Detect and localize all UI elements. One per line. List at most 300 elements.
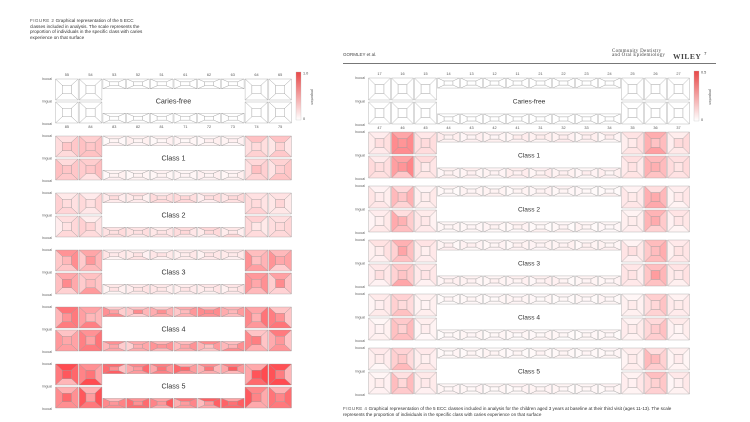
tooth-occlusal-surface [421,217,430,226]
tooth-occlusal-surface [605,135,614,139]
tooth-occlusal-surface [421,109,430,118]
tooth-occlusal-surface [375,271,384,280]
figure2-chart [42,72,314,412]
tooth-occlusal-surface [421,163,430,172]
tooth-occlusal-surface [276,222,285,230]
figure2-panel [42,305,291,354]
figure4-panel [355,184,689,235]
colorbar-min-label: 0 [701,118,704,122]
row-label-lingual: lingual [355,369,365,374]
colorbar-max-label: 0.5 [701,70,707,75]
tooth-occlusal-surface [628,379,637,388]
tooth-occlusal-surface [513,135,522,139]
figure4-caption-text: Graphical representation of the 5 ECC classes included in analysis for the children aged 3 years at baseline at their third visit (ages 11-13). The scale represents the proportion of individuals in the specific class with caries experience on that surface [343,406,672,417]
tooth-number-upper: 61 [183,73,188,77]
tooth-occlusal-surface [252,336,261,344]
tooth-occlusal-surface [181,230,190,234]
figure4-panel [355,346,689,397]
tooth-occlusal-surface [181,367,190,371]
tooth-occlusal-surface [110,253,119,257]
tooth-occlusal-surface [205,139,214,143]
figure4-panel [355,292,689,343]
tooth-occlusal-surface [133,230,142,234]
tooth-occlusal-surface [651,193,660,202]
tooth-occlusal-surface [559,225,568,229]
tooth-number-lower: 34 [607,126,612,131]
panel-class-label: Class 1 [518,152,540,160]
tooth-occlusal-surface [674,163,683,172]
tooth-occlusal-surface [181,287,190,291]
tooth-occlusal-surface [582,81,591,85]
tooth-number-upper: 17 [377,72,382,76]
tooth-occlusal-surface [252,279,261,287]
row-label-buccal: buccal [42,179,52,183]
tooth-occlusal-surface [582,333,591,337]
tooth-occlusal-surface [605,171,614,175]
tooth-occlusal-surface [157,253,166,257]
tooth-occlusal-surface [559,135,568,139]
tooth-number-upper: 54 [88,73,93,77]
tooth-number-lower: 84 [88,125,93,130]
tooth-occlusal-surface [252,165,261,173]
tooth-occlusal-surface [582,189,591,193]
tooth-occlusal-surface [467,333,476,337]
tooth-occlusal-surface [62,108,71,116]
tooth-occlusal-surface [444,333,453,337]
tooth-occlusal-surface [228,310,237,314]
tooth-occlusal-surface [62,336,71,344]
tooth-occlusal-surface [133,310,142,314]
tooth-occlusal-surface [228,82,237,86]
figure4-chart [355,71,712,398]
tooth-occlusal-surface [205,230,214,234]
row-label-lingual: lingual [42,99,52,104]
tooth-occlusal-surface [536,351,545,355]
tooth-occlusal-surface [559,117,568,121]
tooth-occlusal-surface [605,81,614,85]
row-label-lingual: lingual [42,156,52,161]
tooth-occlusal-surface [375,247,384,256]
tooth-occlusal-surface [559,171,568,175]
panel-class-label: Class 3 [518,260,540,268]
tooth-number-upper: 63 [230,73,235,77]
tooth-occlusal-surface [62,313,71,321]
tooth-number-upper: 51 [159,73,164,77]
tooth-occlusal-surface [252,85,261,93]
row-label-lingual: lingual [42,213,52,218]
tooth-occlusal-surface [467,279,476,283]
panel-class-label: Caries-free [512,98,546,106]
tooth-occlusal-surface [276,256,285,264]
tooth-occlusal-surface [513,279,522,283]
tooth-occlusal-surface [228,139,237,143]
tooth-occlusal-surface [490,81,499,85]
tooth-occlusal-surface [228,287,237,291]
tooth-occlusal-surface [252,142,261,150]
row-label-lingual: lingual [355,153,365,158]
tooth-occlusal-surface [582,351,591,355]
tooth-occlusal-surface [398,271,407,280]
tooth-number-upper: 65 [278,73,283,77]
tooth-number-upper: 14 [446,72,451,76]
row-label-buccal: buccal [42,407,52,411]
tooth-occlusal-surface [133,253,142,257]
tooth-occlusal-surface [276,336,285,344]
tooth-occlusal-surface [110,230,119,234]
colorbar [296,72,301,120]
page-number: 7 [704,51,707,56]
tooth-occlusal-surface [228,196,237,200]
tooth-occlusal-surface [228,344,237,348]
tooth-occlusal-surface [157,230,166,234]
tooth-occlusal-surface [133,139,142,143]
tooth-occlusal-surface [536,279,545,283]
journal-name: Community Dentistry and Oral Epidemiology [612,49,666,58]
tooth-occlusal-surface [375,325,384,334]
tooth-occlusal-surface [86,199,95,207]
tooth-occlusal-surface [444,189,453,193]
tooth-occlusal-surface [651,379,660,388]
tooth-occlusal-surface [467,189,476,193]
tooth-occlusal-surface [490,117,499,121]
tooth-occlusal-surface [605,243,614,247]
tooth-occlusal-surface [375,139,384,148]
tooth-occlusal-surface [110,196,119,200]
tooth-occlusal-surface [205,287,214,291]
tooth-occlusal-surface [421,301,430,310]
tooth-occlusal-surface [86,222,95,230]
row-label-buccal: buccal [355,393,365,397]
tooth-occlusal-surface [582,171,591,175]
tooth-occlusal-surface [582,117,591,121]
tooth-occlusal-surface [62,165,71,173]
tooth-number-lower: 41 [515,126,520,131]
tooth-occlusal-surface [398,355,407,364]
tooth-occlusal-surface [133,401,142,405]
tooth-occlusal-surface [490,351,499,355]
tooth-occlusal-surface [651,325,660,334]
tooth-number-upper: 64 [254,73,259,77]
tooth-occlusal-surface [605,297,614,301]
running-header-author: GORMLEY et al. [343,52,377,57]
tooth-occlusal-surface [421,355,430,364]
tooth-occlusal-surface [651,217,660,226]
figure4-panel [355,76,689,127]
tooth-occlusal-surface [628,109,637,118]
tooth-occlusal-surface [559,243,568,247]
panel-class-label: Class 2 [518,206,540,214]
tooth-occlusal-surface [513,387,522,391]
tooth-occlusal-surface [467,171,476,175]
tooth-occlusal-surface [674,109,683,118]
tooth-number-lower: 74 [254,125,259,130]
row-label-buccal: buccal [42,236,52,240]
tooth-occlusal-surface [444,351,453,355]
tooth-occlusal-surface [651,247,660,256]
tooth-occlusal-surface [398,217,407,226]
tooth-occlusal-surface [133,367,142,371]
tooth-occlusal-surface [157,173,166,177]
tooth-occlusal-surface [536,243,545,247]
tooth-occlusal-surface [398,85,407,94]
tooth-occlusal-surface [467,387,476,391]
tooth-occlusal-surface [375,379,384,388]
tooth-occlusal-surface [276,313,285,321]
tooth-occlusal-surface [157,344,166,348]
tooth-number-lower: 82 [135,125,141,130]
tooth-number-lower: 75 [278,125,283,130]
row-label-buccal: buccal [355,285,365,289]
tooth-occlusal-surface [490,135,499,139]
tooth-occlusal-surface [133,173,142,177]
tooth-occlusal-surface [674,301,683,310]
tooth-number-upper: 52 [135,73,141,77]
tooth-occlusal-surface [133,116,142,120]
tooth-occlusal-surface [490,297,499,301]
colorbar-title: proportion [310,89,314,105]
tooth-occlusal-surface [181,139,190,143]
tooth-occlusal-surface [110,116,119,120]
tooth-occlusal-surface [86,313,95,321]
panel-class-label: Class 5 [161,381,186,391]
tooth-occlusal-surface [228,253,237,257]
tooth-occlusal-surface [181,310,190,314]
tooth-number-lower: 45 [423,126,428,131]
tooth-occlusal-surface [444,171,453,175]
tooth-occlusal-surface [398,325,407,334]
tooth-number-lower: 46 [400,126,405,131]
tooth-occlusal-surface [205,253,214,257]
tooth-occlusal-surface [421,85,430,94]
tooth-occlusal-surface [467,225,476,229]
tooth-occlusal-surface [375,301,384,310]
tooth-occlusal-surface [467,243,476,247]
row-label-buccal: buccal [355,130,365,134]
tooth-number-lower: 47 [377,126,382,131]
tooth-occlusal-surface [276,279,285,287]
tooth-occlusal-surface [375,355,384,364]
tooth-occlusal-surface [205,82,214,86]
tooth-occlusal-surface [513,189,522,193]
tooth-number-lower: 85 [64,125,69,130]
figure2-panel [42,134,291,183]
tooth-occlusal-surface [490,225,499,229]
tooth-number-lower: 44 [446,126,451,131]
tooth-occlusal-surface [157,310,166,314]
row-label-buccal: buccal [355,231,365,235]
tooth-occlusal-surface [628,325,637,334]
row-label-lingual: lingual [42,270,52,275]
tooth-occlusal-surface [252,393,261,401]
panel-class-label: Class 5 [518,368,540,376]
row-label-buccal: buccal [355,339,365,343]
tooth-occlusal-surface [157,287,166,291]
row-label-buccal: buccal [355,76,365,80]
tooth-occlusal-surface [133,344,142,348]
tooth-occlusal-surface [421,193,430,202]
row-label-buccal: buccal [42,77,52,81]
tooth-number-lower: 72 [206,125,212,130]
tooth-occlusal-surface [605,189,614,193]
tooth-occlusal-surface [605,225,614,229]
tooth-occlusal-surface [674,271,683,280]
panel-class-label: Caries-free [155,96,192,106]
tooth-occlusal-surface [205,173,214,177]
row-label-lingual: lingual [42,384,52,389]
tooth-occlusal-surface [375,193,384,202]
tooth-occlusal-surface [628,163,637,172]
tooth-occlusal-surface [110,310,119,314]
tooth-occlusal-surface [375,109,384,118]
tooth-occlusal-surface [276,85,285,93]
tooth-occlusal-surface [157,401,166,405]
tooth-occlusal-surface [490,333,499,337]
tooth-occlusal-surface [398,247,407,256]
tooth-occlusal-surface [205,196,214,200]
tooth-number-lower: 83 [112,125,117,130]
tooth-number-upper: 62 [206,73,212,77]
tooth-occlusal-surface [444,225,453,229]
tooth-occlusal-surface [490,387,499,391]
tooth-occlusal-surface [444,135,453,139]
tooth-occlusal-surface [252,108,261,116]
row-label-buccal: buccal [42,305,52,309]
tooth-occlusal-surface [582,135,591,139]
publisher-logo: WILEY [673,52,702,61]
tooth-occlusal-surface [444,297,453,301]
tooth-occlusal-surface [651,139,660,148]
tooth-occlusal-surface [513,351,522,355]
tooth-number-upper: 21 [538,72,543,76]
tooth-occlusal-surface [86,370,95,378]
tooth-occlusal-surface [421,271,430,280]
tooth-occlusal-surface [421,139,430,148]
row-label-lingual: lingual [355,261,365,266]
tooth-number-upper: 22 [561,72,566,76]
tooth-occlusal-surface [86,279,95,287]
tooth-occlusal-surface [651,85,660,94]
tooth-number-lower: 33 [584,126,589,131]
tooth-occlusal-surface [86,393,95,401]
tooth-occlusal-surface [181,196,190,200]
row-label-buccal: buccal [355,123,365,127]
tooth-occlusal-surface [86,256,95,264]
tooth-occlusal-surface [62,393,71,401]
tooth-occlusal-surface [228,230,237,234]
tooth-occlusal-surface [559,81,568,85]
row-label-lingual: lingual [355,99,365,104]
tooth-occlusal-surface [62,222,71,230]
figure4-caption-label: FIGURE 4 [343,406,368,411]
tooth-occlusal-surface [674,139,683,148]
tooth-occlusal-surface [536,171,545,175]
tooth-occlusal-surface [651,163,660,172]
tooth-occlusal-surface [628,217,637,226]
tooth-occlusal-surface [490,243,499,247]
tooth-occlusal-surface [110,82,119,86]
tooth-occlusal-surface [628,193,637,202]
tooth-occlusal-surface [252,222,261,230]
tooth-number-lower: 43 [469,126,474,131]
tooth-occlusal-surface [467,135,476,139]
tooth-occlusal-surface [252,256,261,264]
tooth-occlusal-surface [467,81,476,85]
tooth-occlusal-surface [513,333,522,337]
tooth-occlusal-surface [513,297,522,301]
tooth-occlusal-surface [276,199,285,207]
tooth-occlusal-surface [628,301,637,310]
figure2-panel [42,77,291,126]
row-label-buccal: buccal [355,238,365,242]
tooth-occlusal-surface [582,279,591,283]
tooth-occlusal-surface [252,313,261,321]
tooth-occlusal-surface [674,379,683,388]
tooth-occlusal-surface [398,379,407,388]
tooth-occlusal-surface [605,333,614,337]
tooth-occlusal-surface [181,401,190,405]
row-label-buccal: buccal [42,350,52,354]
tooth-occlusal-surface [62,370,71,378]
tooth-occlusal-surface [157,139,166,143]
tooth-occlusal-surface [398,109,407,118]
row-label-buccal: buccal [42,248,52,252]
tooth-occlusal-surface [276,393,285,401]
row-label-lingual: lingual [355,315,365,320]
tooth-occlusal-surface [467,117,476,121]
row-label-lingual: lingual [42,327,52,332]
tooth-occlusal-surface [205,116,214,120]
tooth-occlusal-surface [398,301,407,310]
tooth-occlusal-surface [252,199,261,207]
tooth-occlusal-surface [110,367,119,371]
tooth-occlusal-surface [205,310,214,314]
tooth-occlusal-surface [605,117,614,121]
tooth-occlusal-surface [582,243,591,247]
tooth-occlusal-surface [513,81,522,85]
tooth-occlusal-surface [559,333,568,337]
row-label-buccal: buccal [355,292,365,296]
colorbar-min-label: 0 [303,117,306,121]
tooth-occlusal-surface [628,139,637,148]
figure2-panel [42,362,291,411]
tooth-occlusal-surface [205,401,214,405]
tooth-occlusal-surface [628,271,637,280]
tooth-occlusal-surface [181,173,190,177]
tooth-number-upper: 12 [492,72,497,76]
tooth-occlusal-surface [421,247,430,256]
tooth-number-upper: 13 [469,72,474,76]
tooth-occlusal-surface [467,351,476,355]
tooth-occlusal-surface [444,387,453,391]
row-label-buccal: buccal [42,122,52,126]
tooth-occlusal-surface [133,287,142,291]
tooth-occlusal-surface [559,189,568,193]
tooth-occlusal-surface [228,401,237,405]
tooth-number-upper: 16 [400,72,405,76]
tooth-occlusal-surface [536,135,545,139]
tooth-number-lower: 42 [492,126,497,131]
colorbar-max-label: 1.0 [303,71,309,76]
tooth-occlusal-surface [276,142,285,150]
tooth-number-lower: 71 [183,125,188,130]
tooth-occlusal-surface [375,163,384,172]
tooth-occlusal-surface [62,85,71,93]
tooth-occlusal-surface [674,85,683,94]
tooth-occlusal-surface [181,116,190,120]
tooth-occlusal-surface [467,297,476,301]
tooth-occlusal-surface [651,109,660,118]
tooth-occlusal-surface [559,351,568,355]
